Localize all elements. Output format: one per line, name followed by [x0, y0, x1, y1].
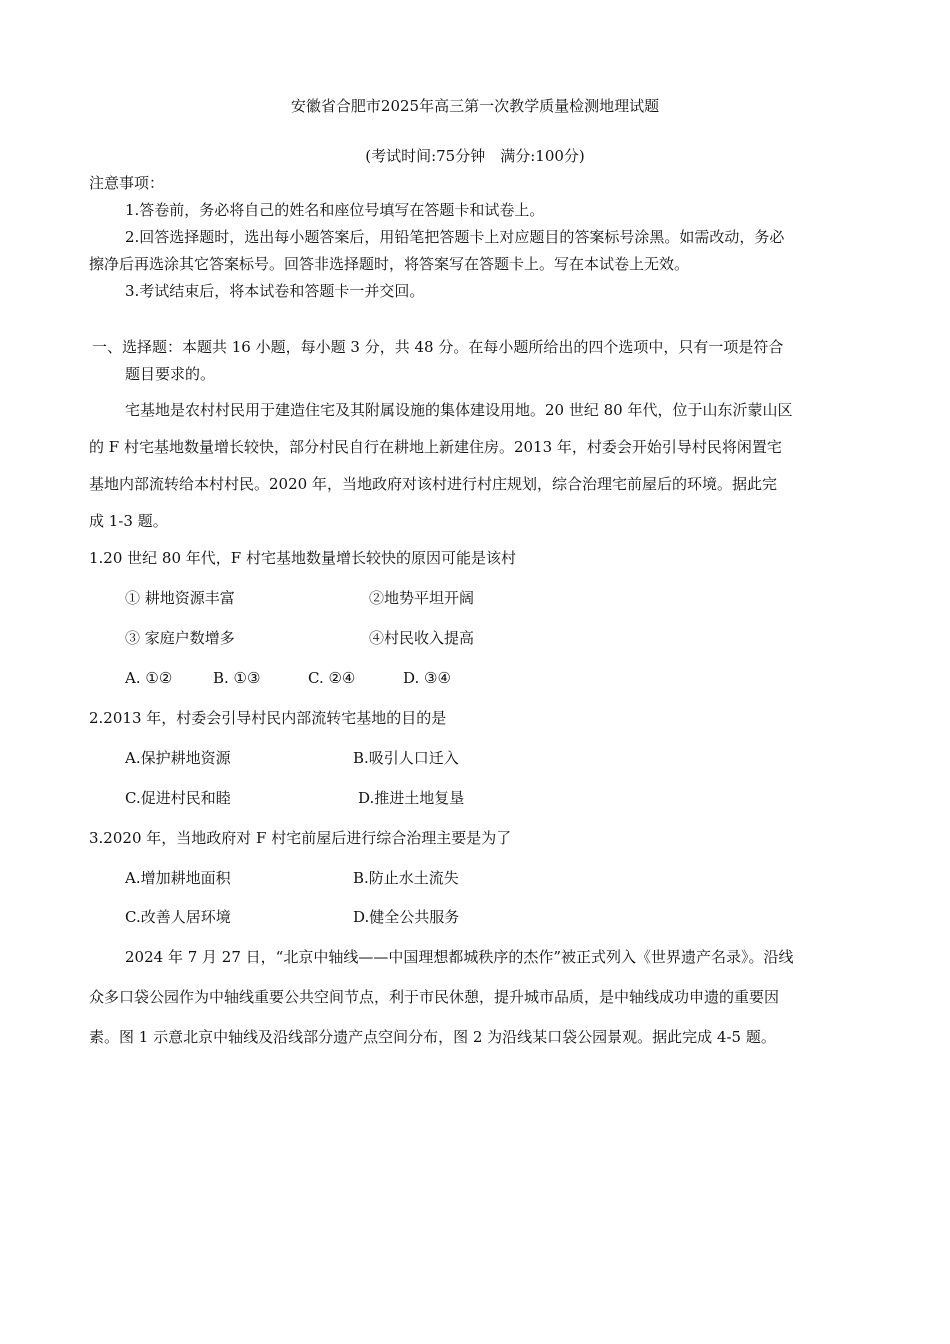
- q1-option-c: C. ②④: [308, 669, 356, 687]
- section-1-heading: 一、选择题：本题共 16 小题，每小题 3 分，共 48 分。在每小题所给出的四个选项中，只有一项是符合: [92, 338, 784, 356]
- notice-item-2-line-2: 擦净后再选涂其它答案标号。回答非选择题时，将答案写在答题卡上。写在本试卷上无效。: [89, 255, 690, 273]
- q1-statement-3: ③ 家庭户数增多: [125, 629, 235, 647]
- notice-heading: 注意事项：: [89, 174, 165, 192]
- exam-title: 安徽省合肥市2025年高三第一次教学质量检测地理试题: [290, 97, 660, 115]
- q2-option-a: A.保护耕地资源: [125, 749, 231, 767]
- q1-statement-2: ②地势平坦开阔: [369, 589, 475, 607]
- q1-option-a: A. ①②: [125, 669, 173, 687]
- passage-2-line-2: 众多口袋公园作为中轴线重要公共空间节点，利于市民休憩，提升城市品质，是中轴线成功申遗的重要因: [89, 988, 780, 1006]
- q1-statement-1: ① 耕地资源丰富: [125, 589, 235, 607]
- passage-1-line-3: 基地内部流转给本村村民。2020 年，当地政府对该村进行村庄规划，综合治理宅前屋后的环境。据此完: [89, 475, 777, 493]
- exam-duration-score: (考试时间:75分钟 满分:100分): [365, 147, 585, 165]
- q1-option-b: B. ①③: [213, 669, 261, 687]
- passage-1-line-4: 成 1-3 题。: [89, 512, 168, 530]
- passage-2-line-1: 2024 年 7 月 27 日，“北京中轴线——中国理想都城秩序的杰作”被正式列入《世界遗产名录》。沿线: [125, 948, 794, 966]
- q3-option-c: C.改善人居环境: [125, 908, 231, 926]
- section-1-heading-cont: 题目要求的。: [125, 365, 216, 383]
- q3-option-a: A.增加耕地面积: [125, 869, 231, 887]
- q2-option-c: C.促进村民和睦: [125, 789, 231, 807]
- q2-option-b: B.吸引人口迁入: [353, 749, 459, 767]
- q2-option-d: D.推进土地复垦: [358, 789, 465, 807]
- passage-1-line-1: 宅基地是农村村民用于建造住宅及其附属设施的集体建设用地。20 世纪 80 年代，位于山东沂蒙山区: [125, 401, 793, 419]
- question-3-stem: 3.2020 年，当地政府对 F 村宅前屋后进行综合治理主要是为了: [89, 829, 512, 847]
- passage-1-line-2: 的 F 村宅基地数量增长较快，部分村民自行在耕地上新建住房。2013 年，村委会开始引导村民将闲置宅: [89, 438, 782, 456]
- question-2-stem: 2.2013 年，村委会引导村民内部流转宅基地的目的是: [89, 709, 447, 727]
- notice-item-1: 1.答卷前，务必将自己的姓名和座位号填写在答题卡和试卷上。: [125, 201, 545, 219]
- q1-option-d: D. ③④: [403, 669, 451, 687]
- q3-option-d: D.健全公共服务: [353, 908, 460, 926]
- q3-option-b: B.防止水土流失: [353, 869, 459, 887]
- q1-statement-4: ④村民收入提高: [369, 629, 475, 647]
- question-1-stem: 1.20 世纪 80 年代，F 村宅基地数量增长较快的原因可能是该村: [89, 549, 516, 567]
- passage-2-line-3: 素。图 1 示意北京中轴线及沿线部分遗产点空间分布，图 2 为沿线某口袋公园景观。据此完成 4-5 题。: [89, 1028, 776, 1046]
- notice-item-3: 3.考试结束后，将本试卷和答题卡一并交回。: [125, 282, 425, 300]
- notice-item-2-line-1: 2.回答选择题时，选出每小题答案后，用铅笔把答题卡上对应题目的答案标号涂黑。如需改动，务必: [125, 228, 785, 246]
